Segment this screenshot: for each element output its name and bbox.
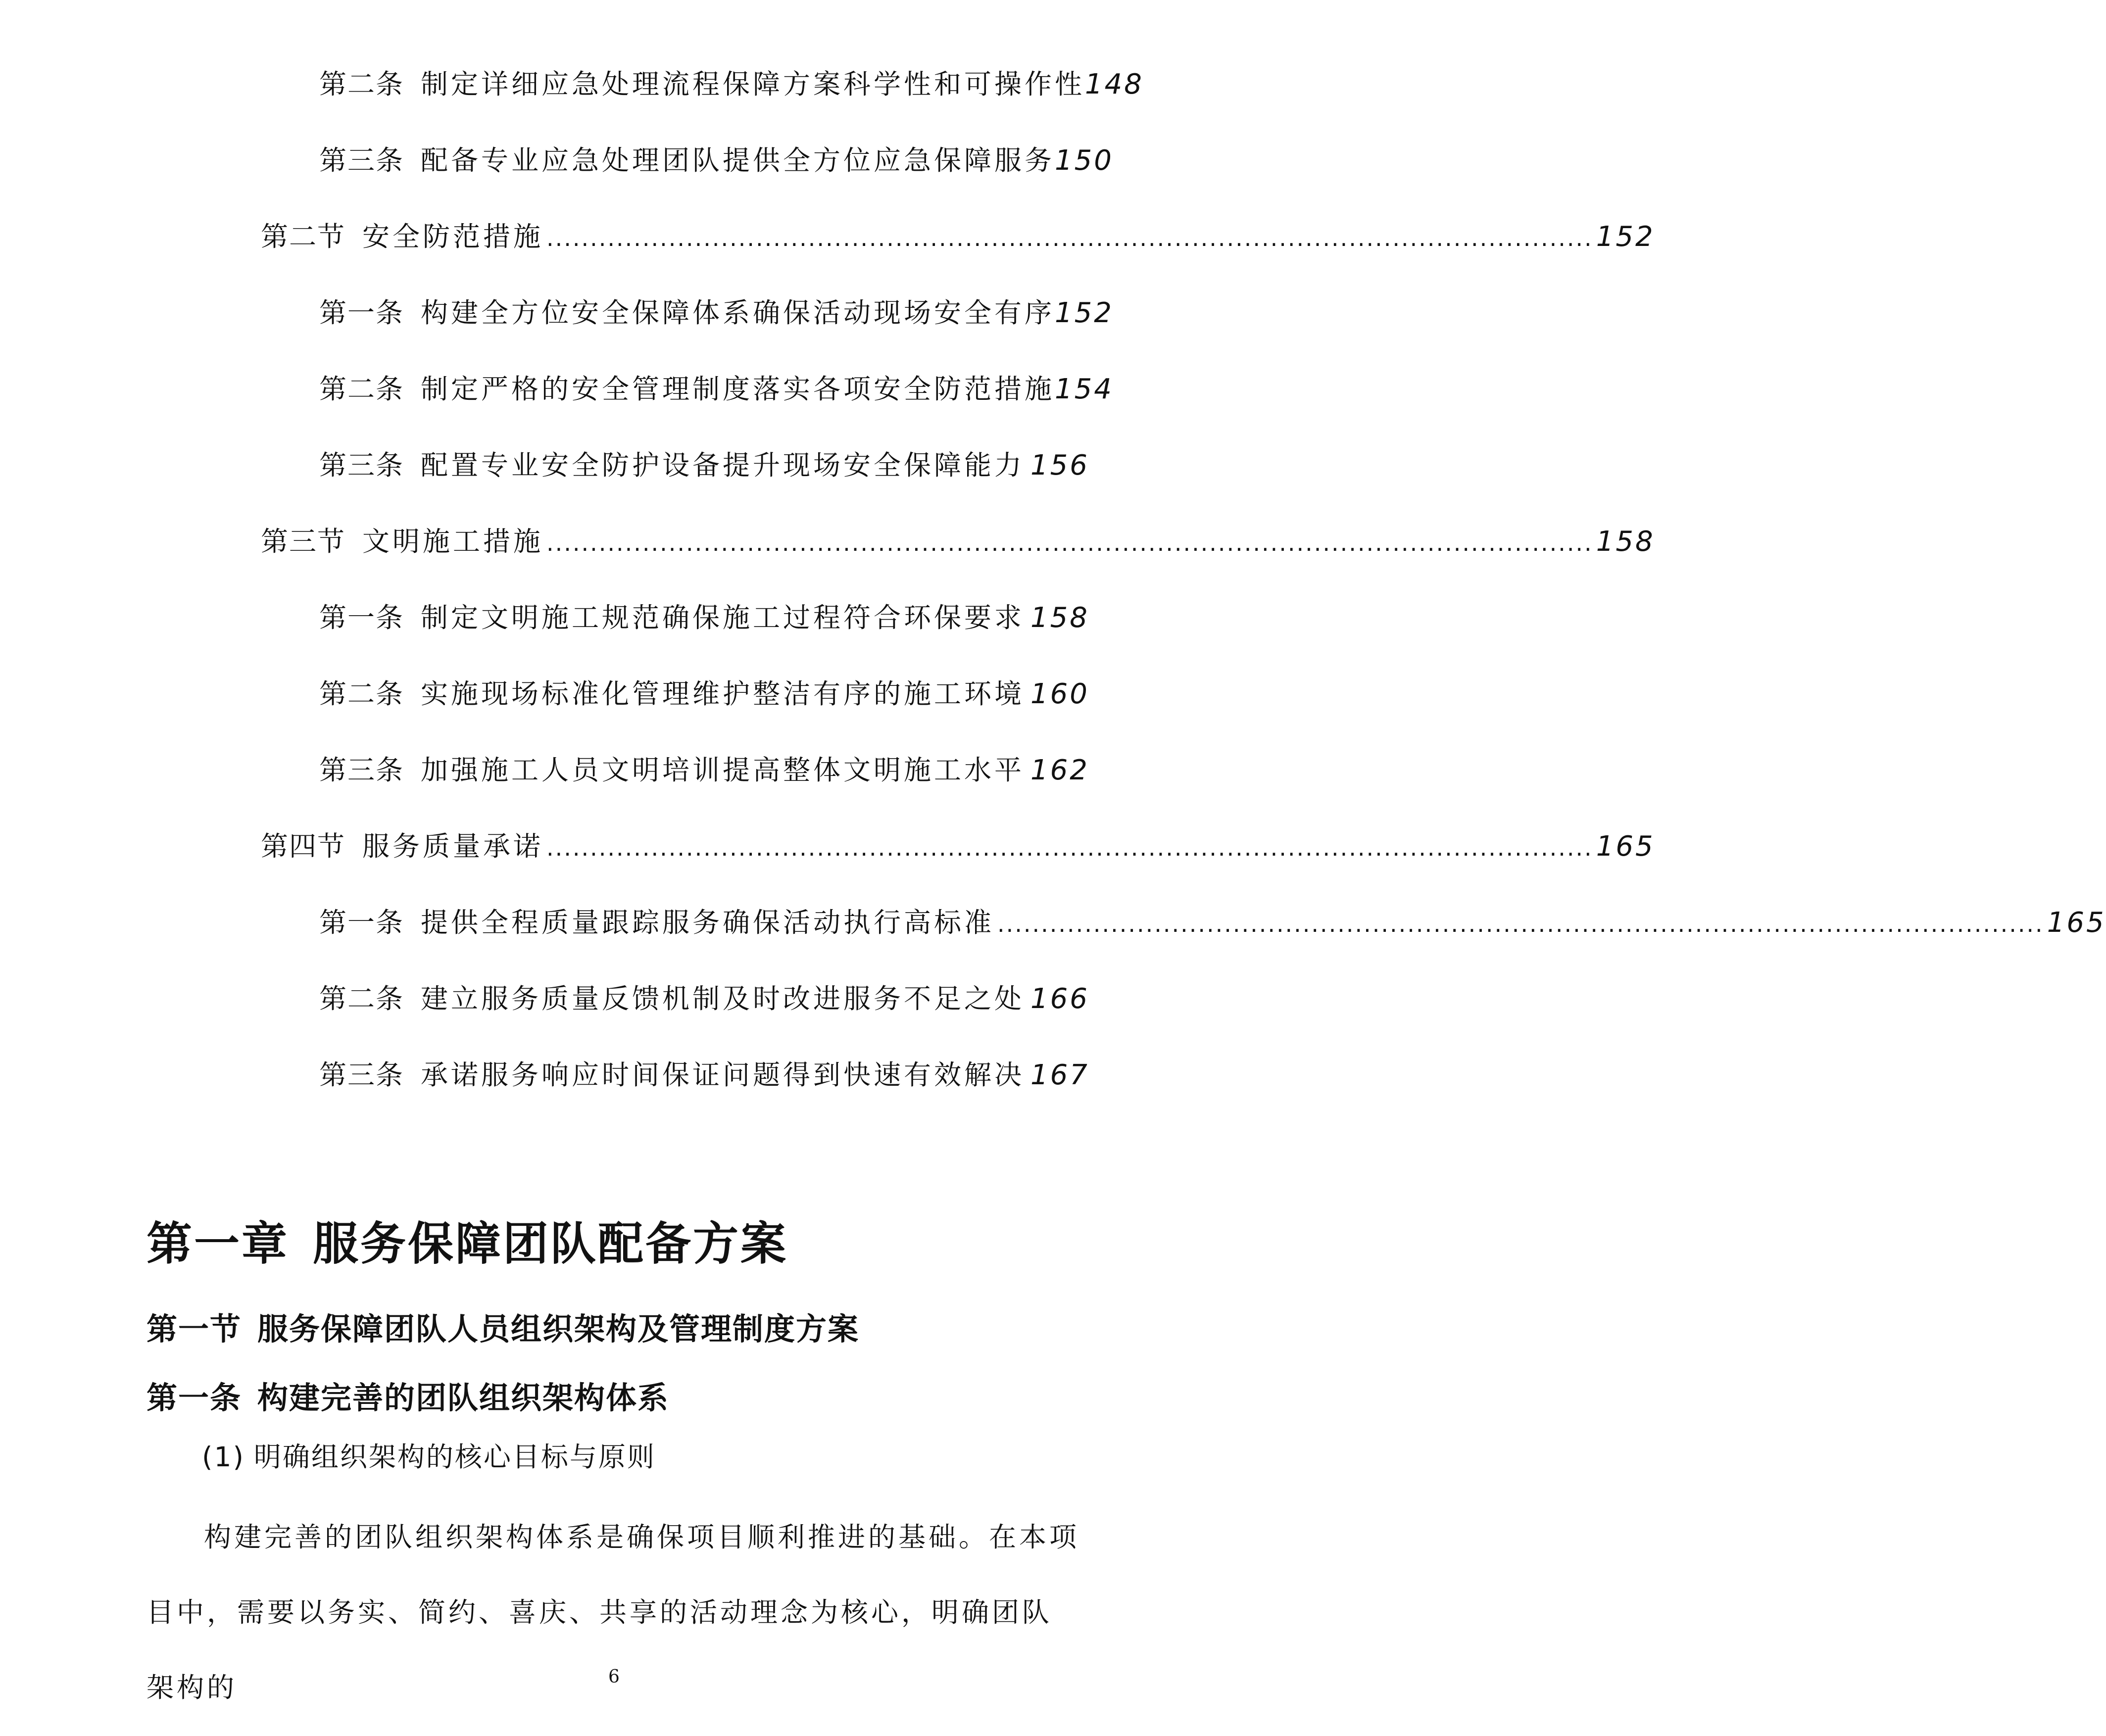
toc-entry[interactable]: [261, 526, 1655, 558]
section-heading: [147, 1304, 859, 1349]
toc-page-number: 166: [1030, 983, 1089, 1015]
toc-title: 配备专业应急处理团队提供全方位应急保障服务: [421, 145, 1055, 176]
toc-page-number: 156: [1030, 449, 1089, 482]
toc-entry[interactable]: [319, 1059, 1089, 1091]
toc-label: 第四节: [261, 830, 346, 862]
toc-title: 制定详细应急处理流程保障方案科学性和可操作性: [421, 68, 1085, 100]
article-heading: [147, 1373, 669, 1417]
toc-label: 第三节: [261, 526, 346, 557]
body-paragraph: 构建完善的团队组织架构体系是确保项目顺利推进的基础。在本项目中，需要以务实、简约、喜庆、共享的活动理念为核心，明确团队架构的: [147, 1521, 1080, 1703]
toc-title: 安全防范措施: [362, 221, 544, 252]
toc-label: 第三条: [319, 449, 404, 481]
toc-entry[interactable]: [261, 830, 1655, 863]
toc-entry[interactable]: [319, 678, 1089, 710]
toc-title: 实施现场标准化管理维护整洁有序的施工环境: [421, 678, 1025, 710]
toc-leader: ........................................................................................................................: [546, 225, 1593, 251]
toc-entry[interactable]: [261, 221, 1655, 253]
toc-page-number: 152: [1055, 297, 1114, 329]
toc-leader: ........................................................................................................................: [546, 834, 1593, 861]
toc-label: 第三条: [319, 754, 404, 786]
toc-entry[interactable]: [319, 297, 1114, 329]
toc-page-number: 167: [1030, 1059, 1089, 1091]
page-number: 6: [608, 1667, 620, 1687]
toc-title: 配置专业安全防护设备提升现场安全保障能力: [421, 449, 1025, 481]
toc-page-number: 148: [1085, 68, 1144, 100]
toc-page-number: 158: [1596, 526, 1655, 558]
toc-page-number: 152: [1596, 221, 1655, 253]
toc-entry[interactable]: [319, 449, 1089, 482]
toc-entry[interactable]: [319, 983, 1089, 1015]
toc-title: 提供全程质量跟踪服务确保活动执行高标准: [421, 907, 995, 938]
toc-leader: ........................................................................................................................: [997, 911, 2044, 937]
toc-label: 第三条: [319, 145, 404, 176]
toc-page-number: 165: [2047, 907, 2106, 939]
toc-page-number: 154: [1055, 373, 1114, 405]
toc-title: 加强施工人员文明培训提高整体文明施工水平: [421, 754, 1025, 786]
toc-label: 第一条: [319, 297, 404, 329]
toc-page-number: 150: [1055, 145, 1114, 177]
subheading-text: 明确组织架构的核心目标与原则: [253, 1441, 656, 1473]
toc-title: 构建全方位安全保障体系确保活动现场安全有序: [421, 297, 1055, 329]
subheading-number: (1): [202, 1441, 245, 1473]
toc-page-number: 162: [1030, 754, 1089, 786]
chapter-label: 第一章: [147, 1217, 290, 1270]
toc-label: 第二条: [319, 678, 404, 710]
toc-label: 第一条: [319, 907, 404, 938]
chapter-title: 服务保障团队配备方案: [313, 1217, 788, 1270]
toc-label: 第三条: [319, 1059, 404, 1091]
article-label: 第一条: [147, 1380, 242, 1416]
toc-entry[interactable]: [319, 602, 1089, 634]
toc-entry[interactable]: [319, 68, 1144, 100]
chapter-heading: [147, 1207, 788, 1273]
toc-title: 制定严格的安全管理制度落实各项安全防范措施: [421, 373, 1055, 405]
toc-page-number: 160: [1030, 678, 1089, 710]
toc-title: 承诺服务响应时间保证问题得到快速有效解决: [421, 1059, 1025, 1091]
toc-label: 第二节: [261, 221, 346, 252]
toc-entry[interactable]: [319, 373, 1114, 405]
toc-entry[interactable]: [319, 145, 1114, 177]
toc-leader: ........................................................................................................................: [546, 530, 1593, 556]
toc-label: 第二条: [319, 983, 404, 1014]
toc-page-number: 165: [1596, 830, 1655, 863]
toc-title: 建立服务质量反馈机制及时改进服务不足之处: [421, 983, 1025, 1014]
toc-page-number: 158: [1030, 602, 1089, 634]
toc-label: 第二条: [319, 373, 404, 405]
toc-entry[interactable]: [319, 907, 2106, 939]
section-label: 第一节: [147, 1311, 242, 1347]
toc-title: 文明施工措施: [362, 526, 544, 557]
toc-title: 制定文明施工规范确保施工过程符合环保要求: [421, 602, 1025, 633]
section-title: 服务保障团队人员组织架构及管理制度方案: [257, 1311, 860, 1347]
article-title: 构建完善的团队组织架构体系: [257, 1380, 670, 1416]
toc-label: 第二条: [319, 68, 404, 100]
toc-label: 第一条: [319, 602, 404, 633]
toc-entry[interactable]: [319, 754, 1089, 786]
toc-title: 服务质量承诺: [362, 830, 544, 862]
subheading: [202, 1435, 656, 1474]
